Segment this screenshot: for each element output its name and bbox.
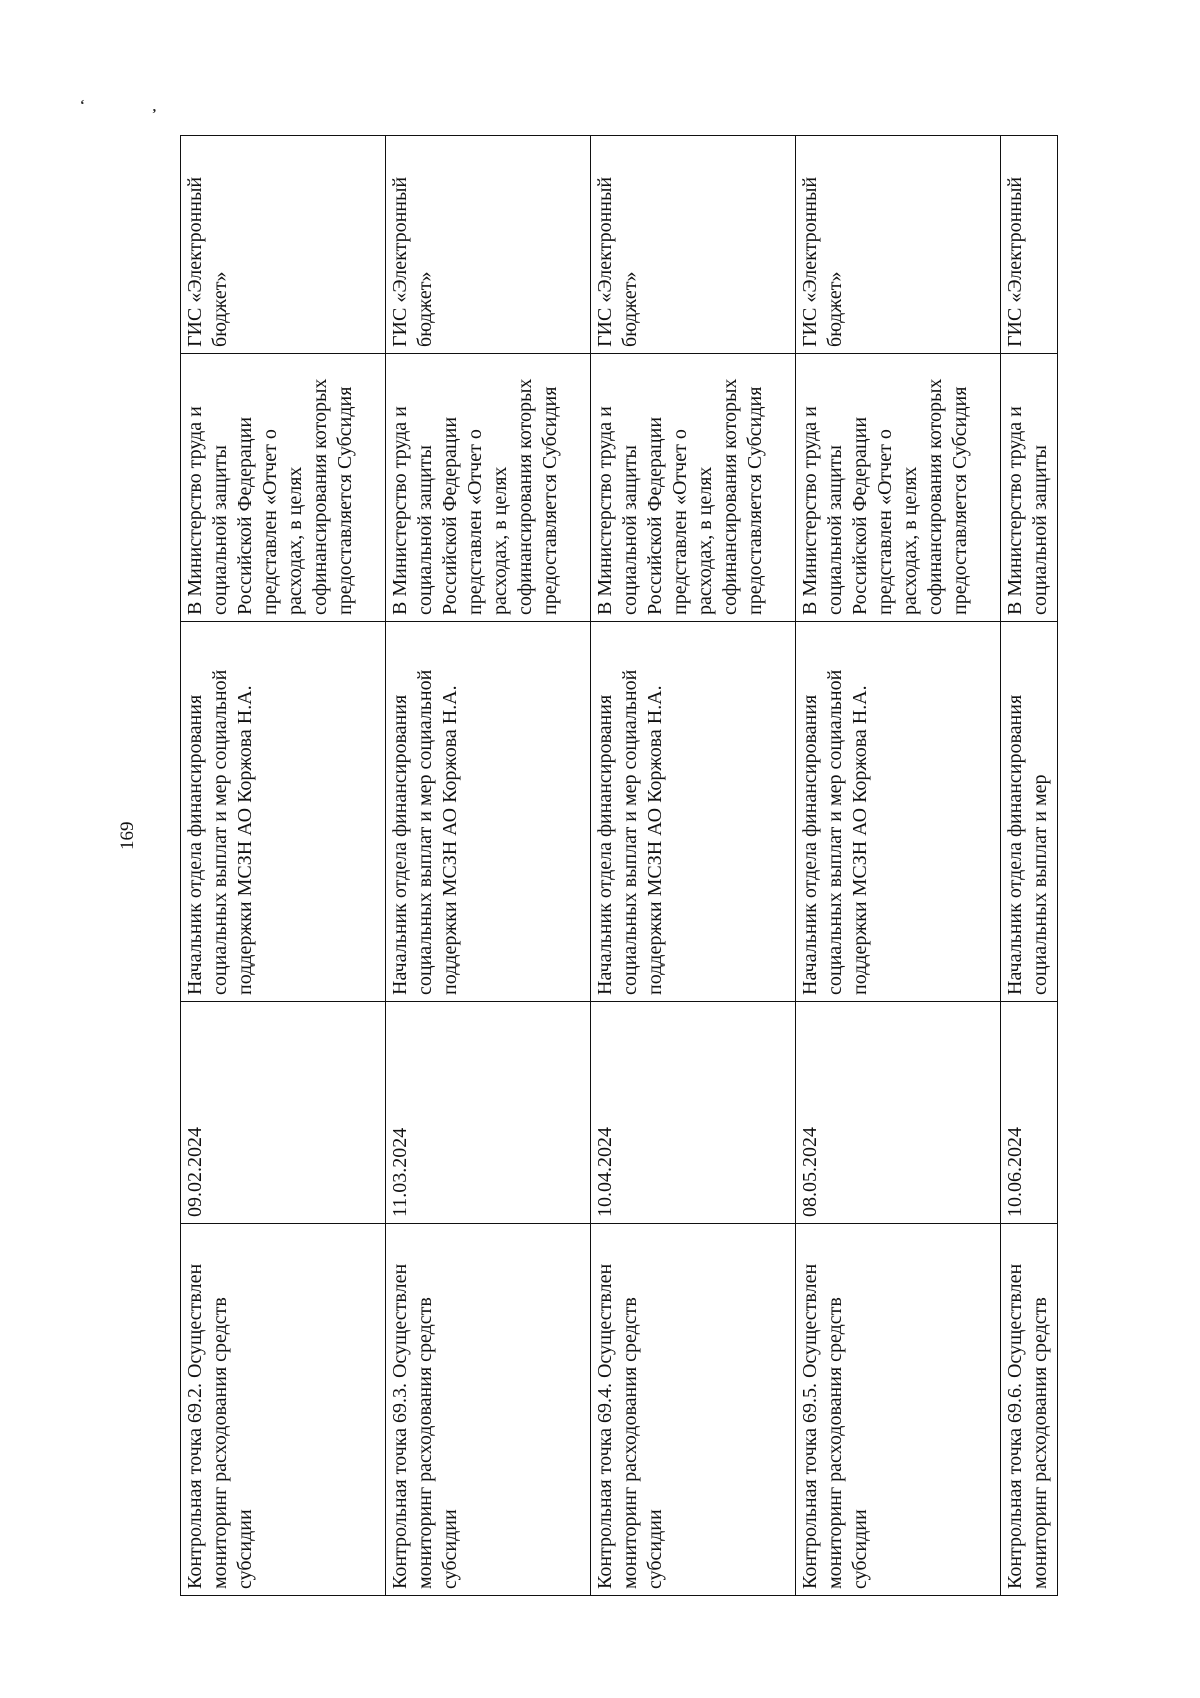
date-cell: 08.05.2024	[795, 1002, 1000, 1224]
date-cell: 10.06.2024	[1000, 1002, 1057, 1224]
control-point-cell: Контрольная точка 69.4. Осуществлен мониторинг расходования средств субсидии	[590, 1224, 795, 1596]
table-row	[181, 136, 386, 1596]
table-row	[795, 136, 1000, 1596]
control-point-cell: Контрольная точка 69.5. Осуществлен мониторинг расходования средств субсидии	[795, 1224, 1000, 1596]
system-cell: ГИС «Электронный	[1000, 136, 1057, 354]
responsible-cell: Начальник отдела финансирования социальных выплат и мер социальной поддержки МСЗН АО Коржова Н.А.	[590, 622, 795, 1002]
date-cell: 11.03.2024	[385, 1002, 590, 1224]
table-row	[1000, 136, 1057, 1596]
table-row	[590, 136, 795, 1596]
system-cell: ГИС «Электронный бюджет»	[385, 136, 590, 354]
table-row	[385, 136, 590, 1596]
control-points-table	[180, 135, 1058, 1596]
date-cell: 09.02.2024	[181, 1002, 386, 1224]
result-cell: В Министерство труда и социальной защиты Российской Федерации представлен «Отчет о расходах, в целях софинансирования которых предоставляется Субсидия	[181, 354, 386, 622]
system-cell: ГИС «Электронный бюджет»	[181, 136, 386, 354]
responsible-cell: Начальник отдела финансирования социальных выплат и мер социальной поддержки МСЗН АО Коржова Н.А.	[181, 622, 386, 1002]
responsible-cell: Начальник отдела финансирования социальных выплат и мер социальной поддержки МСЗН АО Коржова Н.А.	[385, 622, 590, 1002]
system-cell: ГИС «Электронный бюджет»	[795, 136, 1000, 354]
result-cell: В Министерство труда и социальной защиты Российской Федерации представлен «Отчет о расходах, в целях софинансирования которых предоставляется Субсидия	[590, 354, 795, 622]
control-point-cell: Контрольная точка 69.3. Осуществлен мониторинг расходования средств субсидии	[385, 1224, 590, 1596]
date-cell: 10.04.2024	[590, 1002, 795, 1224]
result-cell: В Министерство труда и социальной защиты	[1000, 354, 1057, 622]
control-point-cell: Контрольная точка 69.6. Осуществлен мониторинг расходования средств	[1000, 1224, 1057, 1596]
result-cell: В Министерство труда и социальной защиты Российской Федерации представлен «Отчет о расходах, в целях софинансирования которых предоставляется Субсидия	[795, 354, 1000, 622]
result-cell: В Министерство труда и социальной защиты Российской Федерации представлен «Отчет о расходах, в целях софинансирования которых предоставляется Субсидия	[385, 354, 590, 622]
rotated-table-container	[180, 136, 1058, 1596]
scan-mark: ‚	[152, 100, 157, 115]
control-point-cell: Контрольная точка 69.2. Осуществлен мониторинг расходования средств субсидии	[181, 1224, 386, 1596]
responsible-cell: Начальник отдела финансирования социальных выплат и мер социальной поддержки МСЗН АО Коржова Н.А.	[795, 622, 1000, 1002]
scan-mark: ‘	[80, 98, 85, 113]
system-cell: ГИС «Электронный бюджет»	[590, 136, 795, 354]
responsible-cell: Начальник отдела финансирования социальных выплат и мер	[1000, 622, 1057, 1002]
page-number: 169	[117, 821, 138, 850]
